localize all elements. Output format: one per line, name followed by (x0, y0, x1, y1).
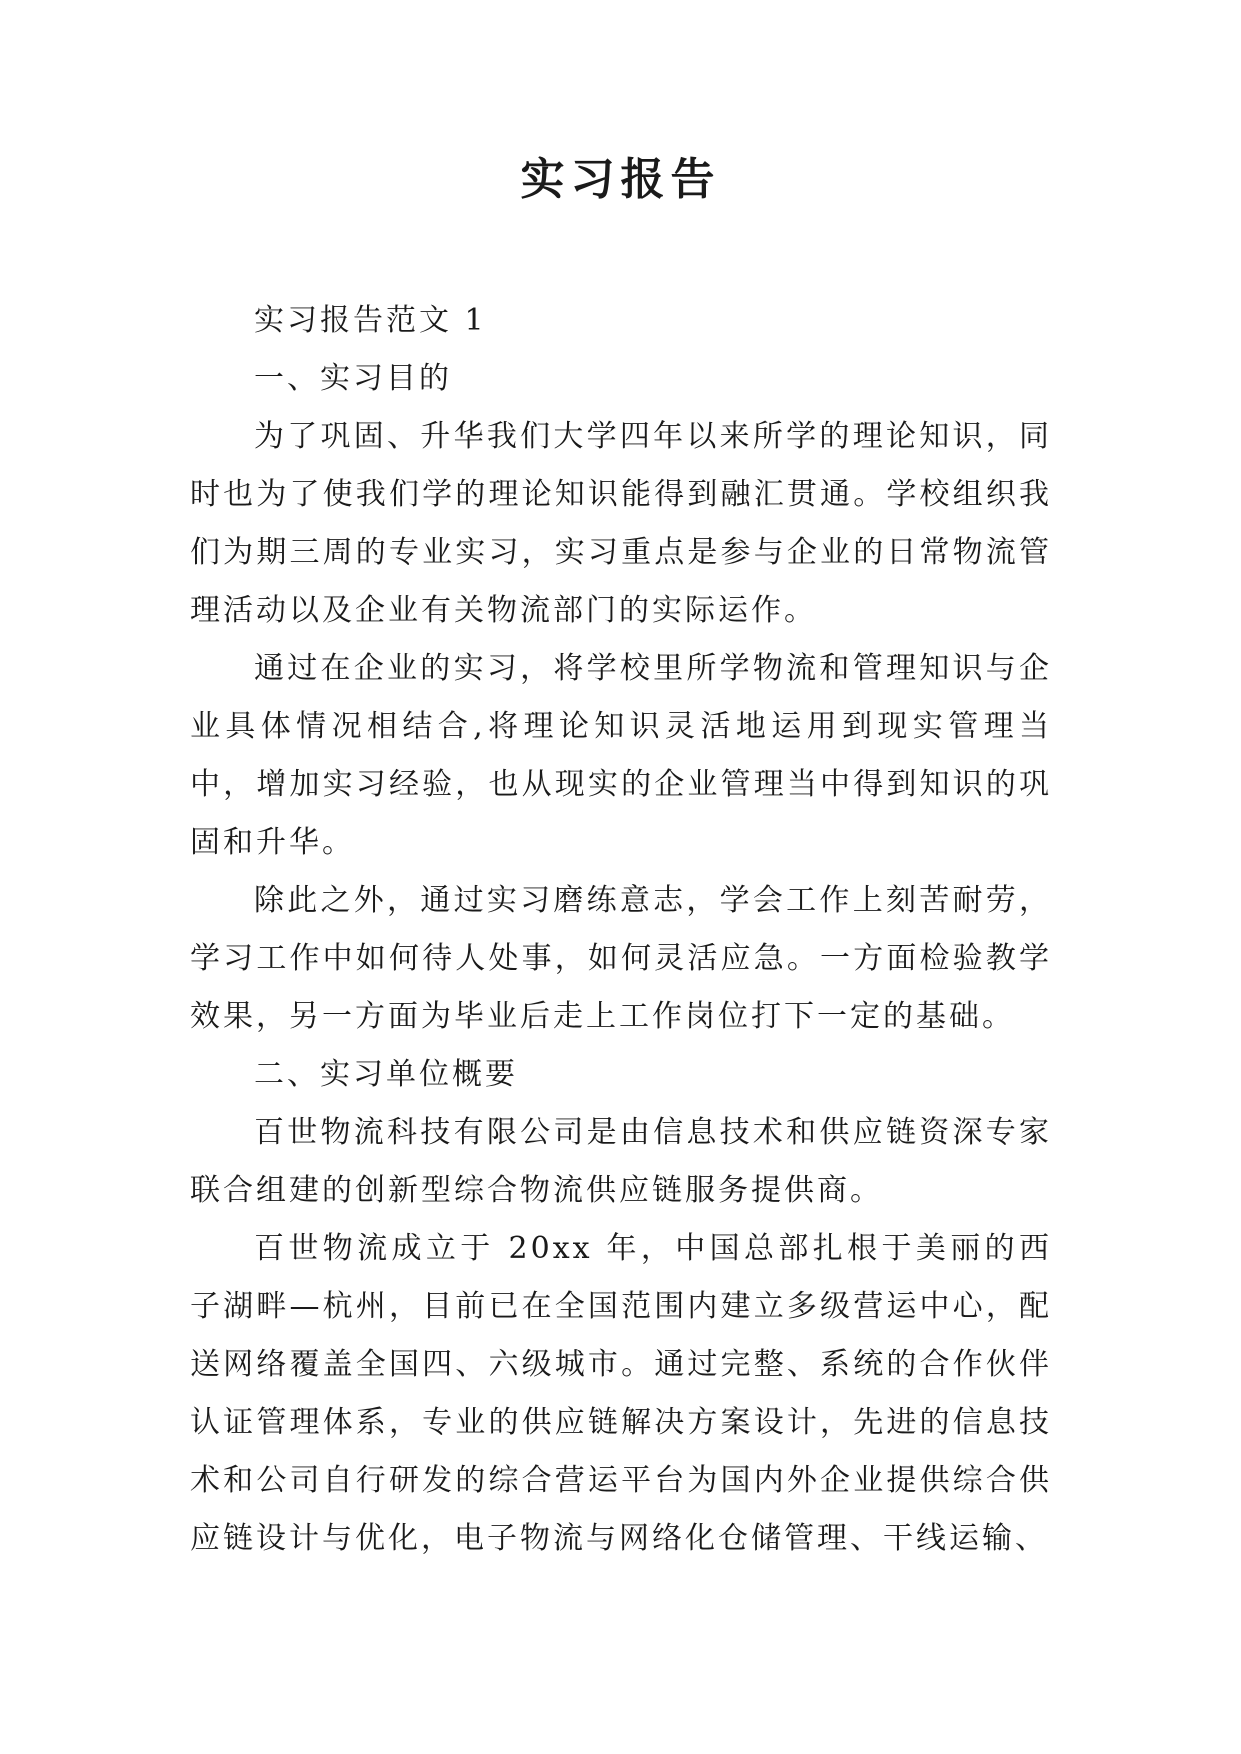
document-body (190, 292, 1052, 1568)
body-paragraph: 通过在企业的实习，将学校里所学物流和管理知识与企业具体情况相结合,将理论知识灵活地运用到现实管理当中，增加实习经验，也从现实的企业管理当中得到知识的巩固和升华。 (190, 651, 1052, 860)
body-paragraph: 为了巩固、升华我们大学四年以来所学的理论知识，同时也为了使我们学的理论知识能得到融汇贯通。学校组织我们为期三周的专业实习，实习重点是参与企业的日常物流管理活动以及企业有关物流部门的实际运作。 (190, 419, 1052, 628)
body-paragraph: 百世物流科技有限公司是由信息技术和供应链资深专家联合组建的创新型综合物流供应链服务提供商。 (190, 1115, 1052, 1208)
document-title: 实习报告 (520, 154, 721, 205)
subtitle-paragraph: 实习报告范文 1 (254, 303, 487, 338)
section-heading-purpose: 一、实习目的 (254, 361, 452, 396)
section-heading-company: 二、实习单位概要 (254, 1057, 518, 1092)
body-paragraph: 百世物流成立于 20xx 年，中国总部扎根于美丽的西子湖畔—杭州，目前已在全国范围内建立多级营运中心，配送网络覆盖全国四、六级城市。通过完整、系统的合作伙伴认证管理体系，专业的供应链解决方案设计，先进的信息技术和公司自行研发的综合营运平台为国内外企业提供综合供应链设计与优化，电子物流与网络化仓储管理、干线运输、 (190, 1231, 1052, 1556)
body-paragraph: 除此之外，通过实习磨练意志，学会工作上刻苦耐劳，学习工作中如何待人处事，如何灵活应急。一方面检验教学效果，另一方面为毕业后走上工作岗位打下一定的基础。 (190, 883, 1052, 1034)
